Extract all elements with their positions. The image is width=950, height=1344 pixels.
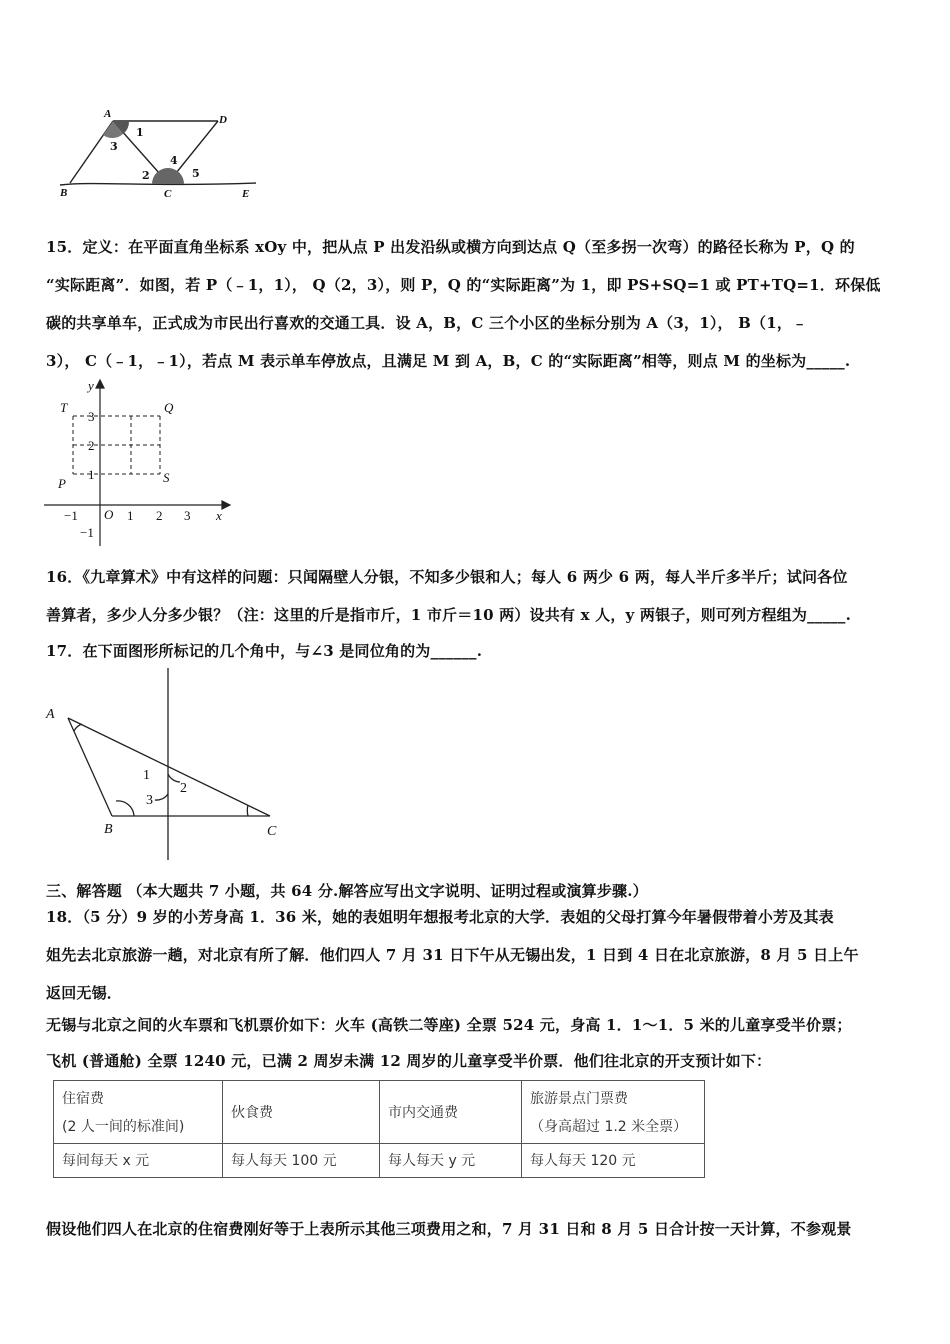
point-label: A (46, 707, 55, 722)
fee-table (53, 1080, 705, 1178)
point-label: S (163, 470, 170, 485)
x-tick: −1 (64, 508, 78, 523)
point-label: Q (164, 400, 174, 415)
origin-label: O (104, 507, 114, 522)
point-label: T (60, 400, 68, 415)
angle-label: 1 (136, 126, 144, 139)
angle-label: 2 (142, 169, 150, 182)
section-title: 三、解答题 （本大题共 7 小题，共 64 分.解答应写出文字说明、证明过程或演算步骤.） (46, 882, 648, 900)
value-cell: 每人每天 120 元 (522, 1143, 705, 1177)
point-label: A (104, 108, 112, 120)
value-cell: 每间每天 x 元 (54, 1143, 223, 1177)
point-label: C (164, 188, 172, 200)
triangle-figure (40, 668, 290, 863)
point-label: E (242, 188, 250, 200)
axis-y-label: y (88, 378, 94, 393)
angle-label: 4 (170, 154, 178, 167)
point-label: B (60, 187, 68, 199)
point-label: C (267, 824, 277, 839)
q18-line2: 姐先去北京旅游一趟，对北京有所了解．他们四人 7 月 31 日下午从无锡出发，1 日到 4 日在北京旅游，8 月 5 日上午 (46, 946, 859, 964)
header-text: 伙食费 (231, 1104, 273, 1121)
q18-line4: 无锡与北京之间的火车票和飞机票价如下：火车 (高铁二等座) 全票 524 元，身高 1．1～1．5 米的儿童享受半价票； (46, 1016, 852, 1034)
value-cell: 每人每天 100 元 (223, 1143, 380, 1177)
x-tick: 1 (127, 508, 134, 523)
coordinate-grid-figure (44, 374, 234, 552)
y-tick: 2 (88, 438, 95, 453)
q16-line1: 16．《九章算术》中有这样的问题：只闻隔壁人分银，不知多少银和人；每人 6 两少 6 两，每人半斤多半斤；试问各位 (46, 568, 848, 586)
q18-line1: 18．（5 分）9 岁的小芳身高 1．36 米，她的表姐明年想报考北京的大学．表姐的父母打算今年暑假带着小芳及其表 (46, 908, 834, 926)
y-tick: 1 (88, 467, 95, 482)
axis-x-label: x (216, 508, 222, 523)
y-tick: 3 (88, 409, 95, 424)
angle-label: 5 (192, 167, 200, 180)
header-subtext: （身高超过 1.2 米全票） (530, 1118, 688, 1135)
header-subtext: (2 人一间的标准间) (62, 1118, 185, 1135)
angle-label: 3 (146, 793, 153, 808)
header-cell-food (223, 1081, 380, 1144)
q15-line3: 碳的共享单车，正式成为市民出行喜欢的交通工具．设 A，B，C 三个小区的坐标分别为 A（3，1）， B（1，﹣ (46, 314, 808, 332)
header-cell-lodging (54, 1081, 223, 1144)
header-cell-tickets (522, 1081, 705, 1144)
q18-line6: 假设他们四人在北京的住宿费刚好等于上表所示其他三项费用之和，7 月 31 日和 8 月 5 日合计按一天计算，不参观景 (46, 1220, 852, 1238)
q17-line1: 17．在下面图形所标记的几个角中，与∠3 是同位角的为______. (46, 642, 483, 660)
header-cell-transport (380, 1081, 522, 1144)
angle-label: 3 (110, 140, 118, 153)
value-cell: 每人每天 y 元 (380, 1143, 522, 1177)
q16-line2: 善算者，多少人分多少银？（注：这里的斤是指市斤，1 市斤＝10 两）设共有 x 人，y 两银子，则可列方程组为_____. (46, 606, 852, 624)
angle-label: 2 (180, 781, 187, 796)
q15-line2: “实际距离”．如图，若 P（﹣1，1）， Q（2，3），则 P，Q 的“实际距离”为 1，即 PS+SQ=1 或 PT+TQ=1．环保低 (46, 276, 881, 294)
q18-line3: 返回无锡． (46, 984, 123, 1002)
x-tick: 2 (156, 508, 163, 523)
point-label: B (104, 822, 113, 837)
x-tick: 3 (184, 508, 191, 523)
q15-line1: 15．定义：在平面直角坐标系 xOy 中，把从点 P 出发沿纵或横方向到达点 Q（至多拐一次弯）的路径长称为 P，Q 的 (46, 238, 855, 256)
point-label: P (58, 476, 66, 491)
header-text: 市内交通费 (388, 1104, 458, 1121)
header-text: 住宿费 (62, 1090, 104, 1107)
q15-line4: 3）， C（﹣1，﹣1），若点 M 表示单车停放点，且满足 M 到 A，B，C 的“实际距离”相等，则点 M 的坐标为_____. (46, 352, 851, 370)
y-tick: −1 (80, 525, 94, 540)
header-text: 旅游景点门票费 (530, 1090, 628, 1107)
point-label: D (219, 114, 227, 126)
parallelogram-figure (56, 105, 266, 200)
q18-line5: 飞机 (普通舱) 全票 1240 元，已满 2 周岁未满 12 周岁的儿童享受半价票．他们往北京的开支预计如下： (46, 1052, 772, 1070)
angle-label: 1 (143, 768, 150, 783)
